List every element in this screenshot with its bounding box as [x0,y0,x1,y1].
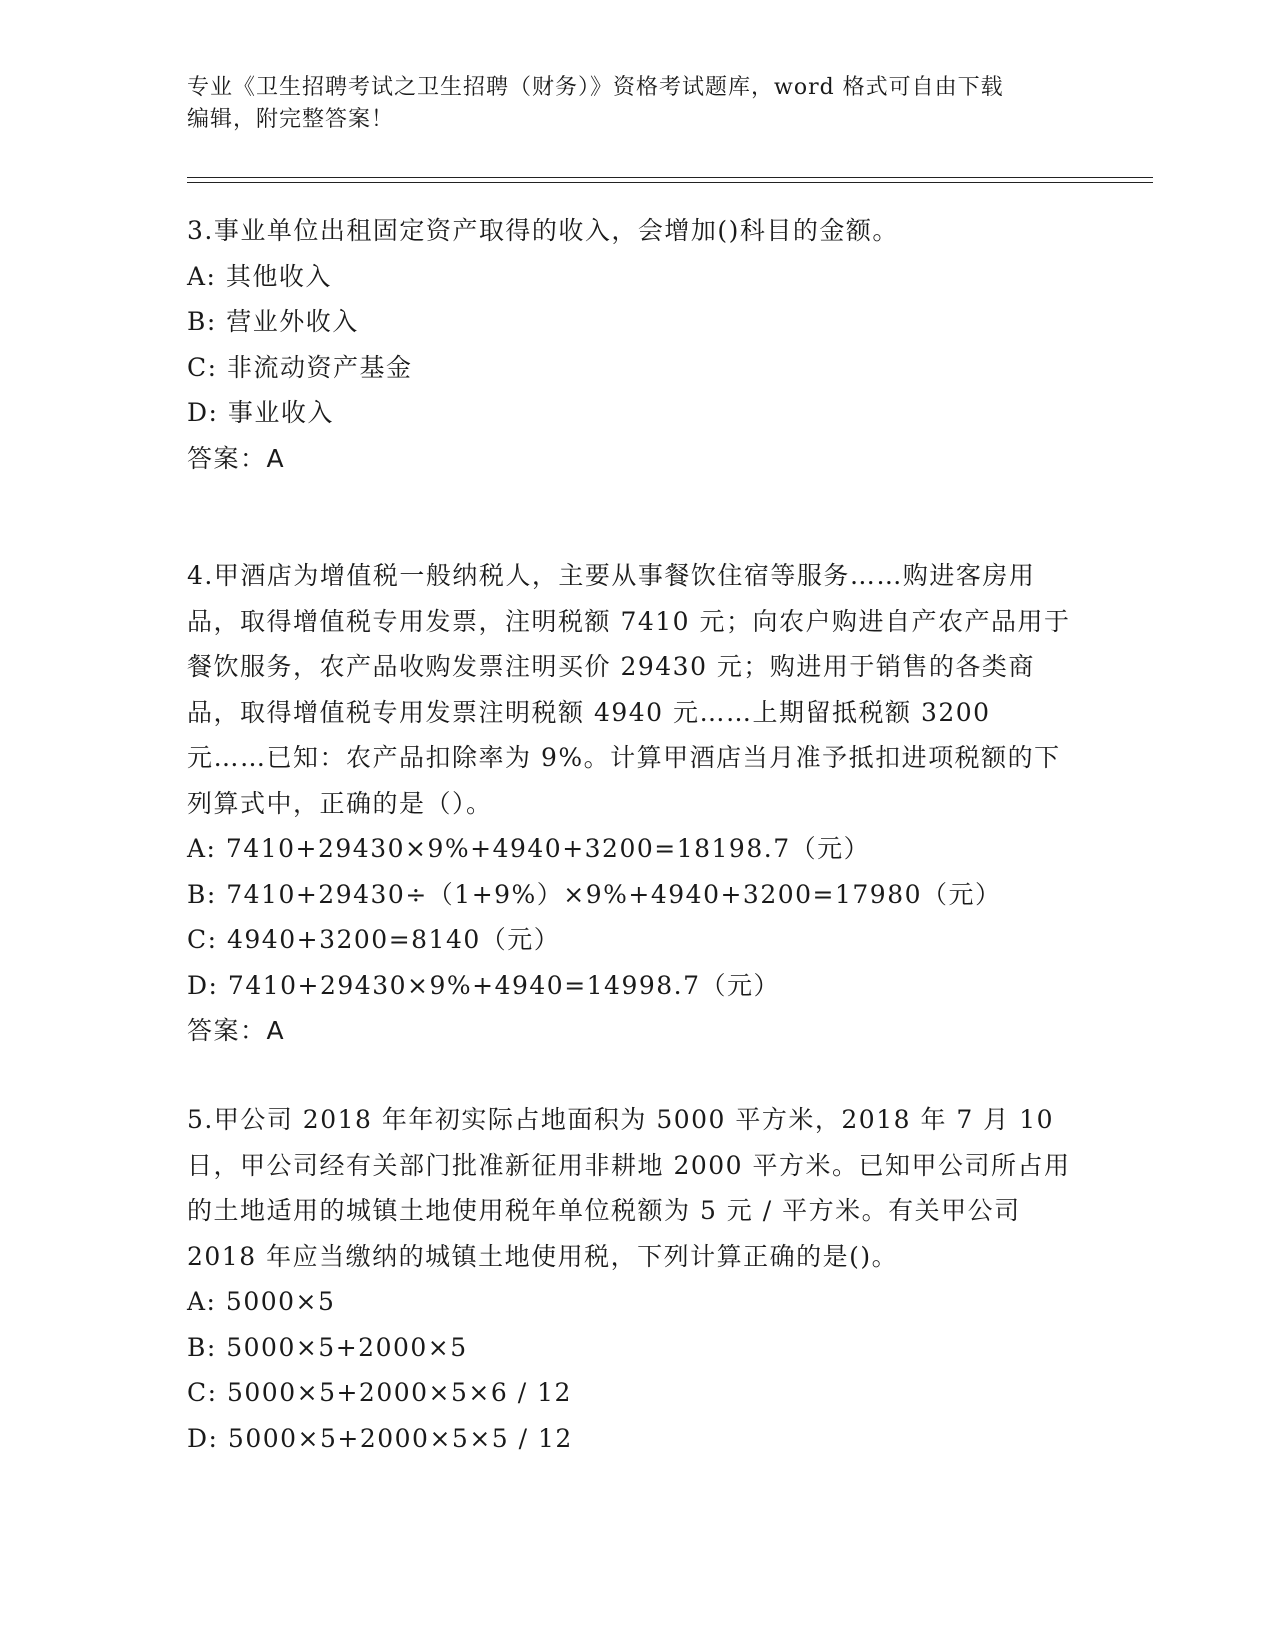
option-b: B: 5000×5+2000×5 [187,1332,468,1362]
question-4 [187,553,1077,1054]
answer-line: 答案：A [187,1016,286,1045]
option-c: C: 5000×5+2000×5×6 / 12 [187,1378,572,1407]
question-3 [187,208,1077,481]
option-b: B: 7410+29430÷（1+9%）×9%+4940+3200=17980（元） [187,879,1002,909]
option-d: D: 5000×5+2000×5×5 / 12 [187,1423,573,1453]
question-stem: 3.事业单位出租固定资产取得的收入，会增加()科目的金额。 [187,216,899,245]
header-divider-bottom [187,182,1153,183]
option-d: D: 事业收入 [187,398,334,427]
option-b: B: 营业外收入 [187,307,359,336]
answer-line: 答案：A [187,443,286,473]
option-a: A: 其他收入 [187,261,332,291]
option-a: A: 7410+29430×9%+4940+3200=18198.7（元） [187,834,871,863]
option-c: C: 4940+3200=8140（元） [187,925,561,954]
option-d: D: 7410+29430×9%+4940=14998.7（元） [187,970,781,1000]
question-5 [187,1097,1077,1461]
option-c: C: 非流动资产基金 [187,352,413,382]
header-line-2: 编辑，附完整答案！ [187,107,395,132]
header-line-1: 专业《卫生招聘考试之卫生招聘（财务）》资格考试题库，word 格式可自由下载 [187,75,1004,100]
question-stem: 5.甲公司 2018 年年初实际占地面积为 5000 平方米，2018 年 7 月 10 日，甲公司经有关部门批准新征用非耕地 2000 平方米。已知甲公司所占用的土地适用的城镇土地使用税年单位税额为 5 元 / 平方米。有关甲公司 2018 年应当缴纳的城镇土地使用税，下列计算正确的是()。 [187,1105,1071,1271]
header-divider-top [187,177,1153,178]
question-stem: 4.甲酒店为增值税一般纳税人，主要从事餐饮住宿等服务……购进客房用品，取得增值税专用发票，注明税额 7410 元；向农户购进自产农产品用于餐饮服务，农产品收购发票注明买价 29430 元；购进用于销售的各类商品，取得增值税专用发票注明税额 4940 元……上期留抵税额 3200 元……已知：农产品扣除率为 9%。计算甲酒店当月准予抵扣进项税额的下列算式中，正确的是（）。 [187,561,1071,818]
document-header [187,72,1077,136]
option-a: A: 5000×5 [187,1287,336,1316]
